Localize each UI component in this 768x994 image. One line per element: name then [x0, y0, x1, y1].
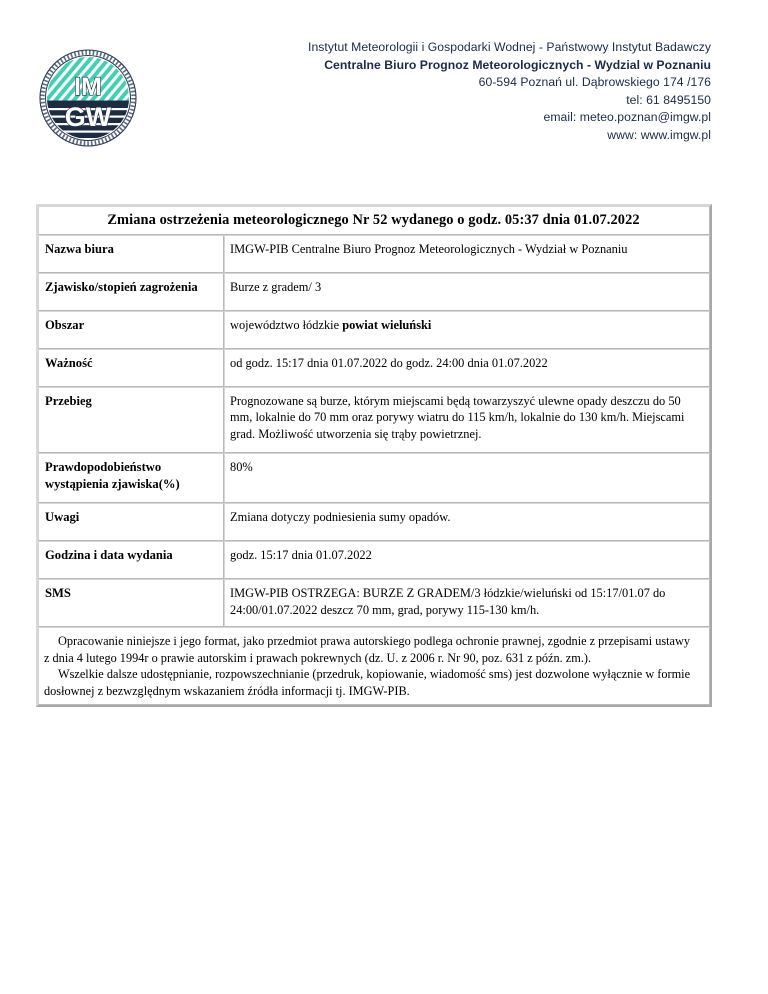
row-value-obszar	[224, 311, 710, 349]
footnote-p1-line2: z dnia 4 lutego 1994r o prawie autorskim i prawach pokrewnych (dz. U. z 2006 r. Nr 90, poz. 631 z późn. zm.).	[44, 650, 592, 665]
table-row	[38, 579, 710, 627]
row-value-przebieg: Prognozowane są burze, którym miejscami będą towarzyszyć ulewne opady deszczu do 50 mm, lokalnie do 70 mm oraz porywy wiatru do 115 km/h, lokalnie do 130 km/h. Miejscami grad. Możliwość utworzenia się trąby powietrznej.	[224, 387, 710, 454]
row-value-prawdopodobienstwo: 80%	[224, 453, 710, 503]
row-label-obszar: Obszar	[38, 311, 224, 349]
table-row	[38, 235, 710, 273]
row-label-przebieg: Przebieg	[38, 387, 224, 454]
imgw-logo	[38, 48, 138, 148]
obszar-county: powiat wieluński	[342, 317, 432, 332]
table-row	[38, 273, 710, 311]
warning-table	[36, 204, 712, 707]
seal-text-im: IM	[74, 73, 102, 101]
footnote-p1-line1: Opracowanie niniejsze i jego format, jako przedmiot prawa autorskiego podlega ochronie prawnej, zgodnie z przepisami ustawy	[58, 634, 691, 648]
warning-title: Zmiana ostrzeżenia meteorologicznego Nr 52 wydanego o godz. 05:37 dnia 01.07.2022	[38, 206, 710, 235]
row-label-uwagi: Uwagi	[38, 503, 224, 541]
table-row	[38, 349, 710, 387]
table-row	[38, 311, 710, 349]
row-label-godzina-data: Godzina i data wydania	[38, 541, 224, 579]
seal-text-gw: GW	[64, 102, 112, 132]
label-line-1: Prawdopodobieństwo	[45, 460, 162, 474]
address-line-street: 60-594 Poznań ul. Dąbrowskiego 174 /176	[478, 75, 711, 89]
label-line-2: wystąpienia zjawiska(%)	[45, 476, 180, 491]
imgw-seal-icon	[38, 48, 138, 148]
footnote-p2-line2: dosłownej z bezwzględnym wskazaniem źródła informacji tj. IMGW-PIB.	[44, 683, 410, 698]
row-label-waznosc: Ważność	[38, 349, 224, 387]
document-header	[0, 0, 768, 170]
row-value-zjawisko: Burze z gradem/ 3	[224, 273, 710, 311]
table-row-title	[38, 206, 710, 235]
copyright-footnote	[38, 627, 710, 705]
address-line-website: www: www.imgw.pl	[607, 127, 711, 142]
table-row	[38, 503, 710, 541]
address-line-institute: Instytut Meteorologii i Gospodarki Wodnej - Państwowy Instytut Badawczy	[308, 40, 711, 54]
table-row-footnote	[38, 627, 710, 705]
row-value-waznosc: od godz. 15:17 dnia 01.07.2022 do godz. 24:00 dnia 01.07.2022	[224, 349, 710, 387]
row-value-sms: IMGW-PIB OSTRZEGA: BURZE Z GRADEM/3 łódzkie/wieluński od 15:17/01.07 do 24:00/01.07.2022 deszcz 70 mm, grad, porywy 115-130 km/h.	[224, 579, 710, 627]
row-value-uwagi: Zmiana dotyczy podniesienia sumy opadów.	[224, 503, 710, 541]
footnote-p2-line1: Wszelkie dalsze udostępnianie, rozpowszechnianie (przedruk, kopiowanie, wiadomość sms) jest dozwolone wyłącznie w formie	[58, 667, 691, 681]
row-label-sms: SMS	[38, 579, 224, 627]
address-line-phone: tel: 61 8495150	[626, 92, 711, 107]
row-label-prawdopodobienstwo	[38, 453, 224, 503]
footnote-paragraph-2	[44, 666, 703, 683]
table-row	[38, 453, 710, 503]
table-row	[38, 387, 710, 454]
row-value-nazwa-biura: IMGW-PIB Centralne Biuro Prognoz Meteorologicznych - Wydział w Poznaniu	[224, 235, 710, 273]
address-line-bureau: Centralne Biuro Prognoz Meteorologicznych - Wydzial w Poznaniu	[324, 57, 711, 72]
institute-address-block	[308, 39, 711, 144]
row-label-nazwa-biura: Nazwa biura	[38, 235, 224, 273]
address-line-email: email: meteo.poznan@imgw.pl	[543, 110, 711, 124]
table-row	[38, 541, 710, 579]
footnote-paragraph-2-cont	[44, 683, 703, 700]
row-label-zjawisko: Zjawisko/stopień zagrożenia	[38, 273, 224, 311]
row-value-godzina-data: godz. 15:17 dnia 01.07.2022	[224, 541, 710, 579]
footnote-paragraph-1	[44, 633, 703, 650]
obszar-voivodeship: województwo łódzkie	[230, 317, 343, 332]
footnote-paragraph-1-cont	[44, 650, 703, 667]
